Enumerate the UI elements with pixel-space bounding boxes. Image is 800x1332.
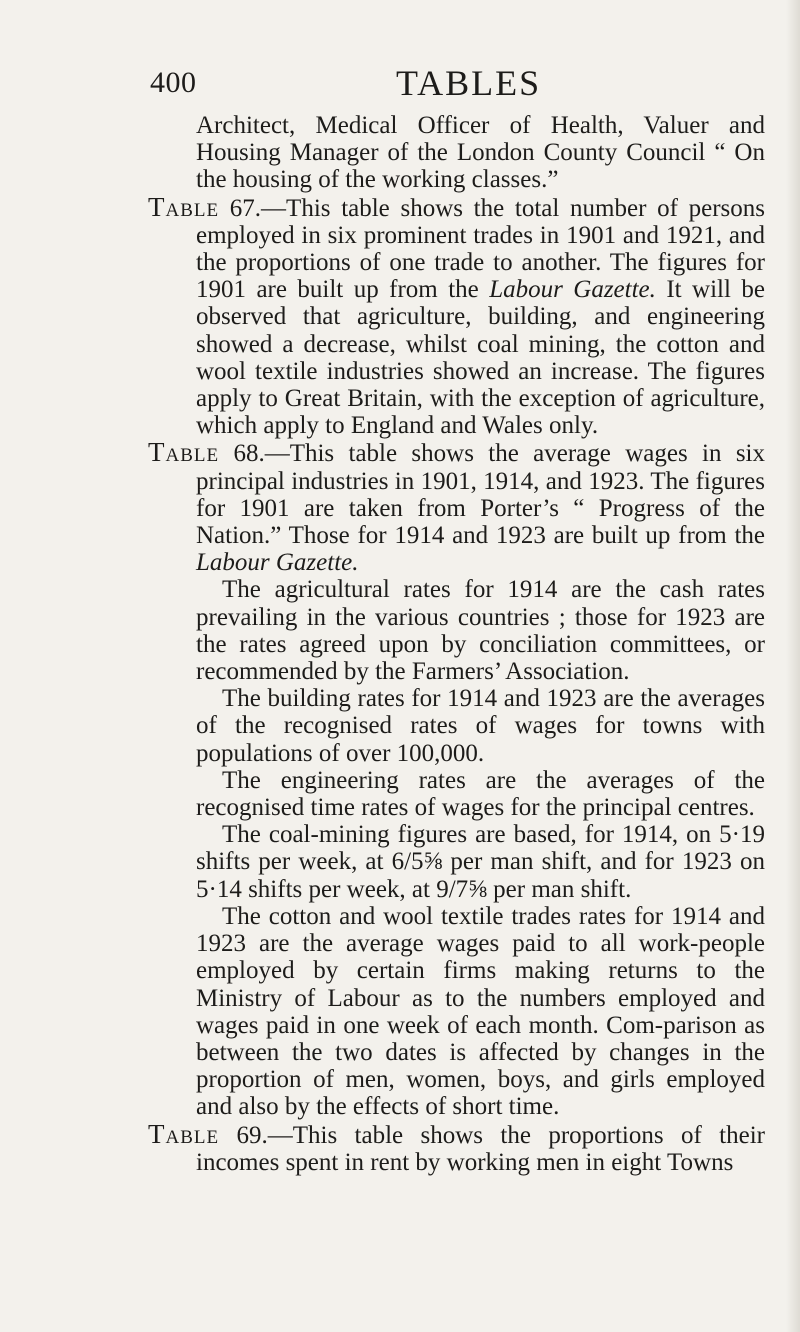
paragraph-continuation: Architect, Medical Officer of Health, Valuer and Housing Manager of the London County Council “ On the housing of the working classes.” <box>196 112 765 194</box>
paragraph-coal-mining: The coal-mining figures are based, for 1914, on 5·19 shifts per week, at 6/5⅝ per man shift, and for 1923 on 5·14 shifts per week, at 9/7⅝ per man shift. <box>196 821 765 903</box>
paragraph-text: 67.—This table shows the total number of persons employed in six prominent trades in 1901 and 1921, and the proportions of one trade to another. The figures for 1901 are built up from the <box>196 194 765 304</box>
italic-title: Labour Gazette. <box>196 549 359 577</box>
paragraph-building: The building rates for 1914 and 1923 are the averages of the recognised rates of wages for towns with populations of over 100,000. <box>196 685 765 767</box>
page-header <box>0 62 800 106</box>
table-label: Table <box>148 437 220 468</box>
paragraph-text: It will be observed that agriculture, building, and engineering showed a decrease, whilst coal mining, the cotton and wool textile industries showed an increase. The figures apply to Great Britain, with the exception of agriculture, which apply to England and Wales only. <box>196 276 765 440</box>
paragraph-table-68 <box>148 439 765 576</box>
table-label: Table <box>148 191 220 222</box>
paragraph-agricultural: The agricultural rates for 1914 are the cash rates prevailing in the various countries ; those for 1923 are the rates agreed upon by conciliation committees, or recommended by the Farmers’ Association. <box>196 576 765 686</box>
body-text <box>148 112 765 1176</box>
paragraph-engineering: The engineering rates are the averages of the recognised time rates of wages for the principal centres. <box>196 766 765 822</box>
table-label: Table <box>148 1118 220 1149</box>
paragraph-text: 68.—This table shows the average wages in six principal industries in 1901, 1914, and 1923. The figures for 1901 are taken from Porter’s “ Progress of the Nation.” Those for 1914 and 1923 are built up from the <box>196 440 765 550</box>
paragraph-table-67 <box>148 191 765 440</box>
running-head: TABLES <box>396 63 542 103</box>
page-edge-shadow <box>786 0 800 1332</box>
paragraph-text: 69.—This table shows the proportions of their incomes spent in rent by working men in eight Towns <box>196 1121 765 1176</box>
paragraph-cotton-wool: The cotton and wool textile trades rates for 1914 and 1923 are the average wages paid to all work-people employed by certain firms making returns to the Ministry of Labour as to the numbers employed and wages paid in one week of each month. Com-parison as between the two dates is affected by changes in the proportion of men, women, boys, and girls employed and also by the effects of short time. <box>196 902 765 1121</box>
italic-title: Labour Gazette. <box>489 276 656 304</box>
paragraph-table-69 <box>148 1118 765 1176</box>
page-number: 400 <box>150 66 197 99</box>
